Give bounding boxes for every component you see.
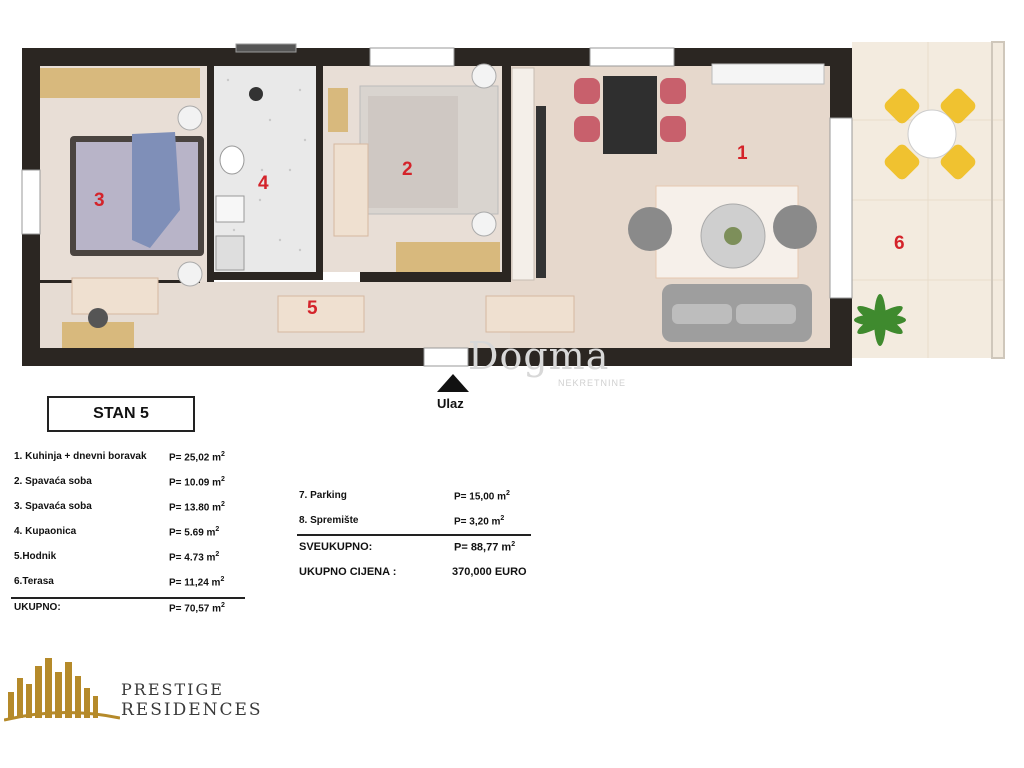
prestige-residences-logo-icon [4, 654, 120, 724]
logo-line-1: PRESTIGE [121, 680, 224, 699]
room-number-6: 6 [894, 233, 905, 254]
room-area-table [14, 451, 246, 601]
room-area: P= 5.69 $m^2$ [169, 526, 220, 539]
room-label: 5.Hodnik [14, 551, 57, 562]
entry-arrow-icon [437, 374, 469, 392]
extra-row [299, 490, 539, 515]
room-label: 2. Spavaća soba [14, 476, 92, 487]
watermark-subtitle: NEKRETNINE [558, 378, 627, 388]
room-area: P= 11,24 $m^2$ [169, 576, 225, 589]
extra-label: 7. Parking [299, 490, 347, 501]
room-number-5: 5 [307, 298, 318, 319]
subtotal-divider [11, 597, 245, 599]
total-row [299, 541, 539, 566]
room-label: 3. Spavaća soba [14, 501, 92, 512]
subtotal-row [14, 602, 246, 627]
subtotal-area: P= 70,57 $m^2$ [169, 602, 225, 615]
wardrobe-bed3 [40, 68, 200, 98]
room-area: P= 13.80 $m^2$ [169, 501, 225, 514]
apartment-title: STAN 5 [47, 396, 195, 432]
room-label: 6.Terasa [14, 576, 54, 587]
room-number-3: 3 [94, 190, 105, 211]
dining-table [603, 76, 657, 154]
total-area: P= 88,77 $m^2$ [454, 541, 516, 554]
logo-line-2: RESIDENCES [121, 700, 263, 720]
room-label: 1. Kuhinja + dnevni boravak [14, 451, 147, 462]
room-row [14, 526, 246, 551]
total-label: SVEUKUPNO: [299, 541, 373, 553]
room-area: P= 25,02 $m^2$ [169, 451, 225, 464]
total-divider [297, 534, 531, 536]
extra-row [299, 515, 539, 540]
extras-table [299, 490, 539, 540]
room-row [14, 476, 246, 501]
price-row [299, 566, 539, 591]
room-label: 4. Kupaonica [14, 526, 77, 537]
extra-area: P= 15,00 $m^2$ [454, 490, 510, 503]
entry-label: Ulaz [437, 396, 464, 411]
price-label: UKUPNO CIJENA : [299, 566, 397, 578]
room-number-4: 4 [258, 173, 269, 194]
total-table [299, 541, 539, 591]
price-value: 370,000 EURO [452, 566, 527, 578]
room-row [14, 451, 246, 476]
watermark-logo: Dogma [468, 334, 610, 378]
extra-label: 8. Spremište [299, 515, 359, 526]
room-area: P= 4.73 $m^2$ [169, 551, 220, 564]
subtotal-label: UKUPNO: [14, 602, 61, 613]
extra-area: P= 3,20 $m^2$ [454, 515, 505, 528]
room-row [14, 501, 246, 526]
room-area: P= 10.09 $m^2$ [169, 476, 225, 489]
room-number-2: 2 [402, 159, 413, 180]
room-number-1: 1 [737, 143, 748, 164]
room-row [14, 551, 246, 576]
